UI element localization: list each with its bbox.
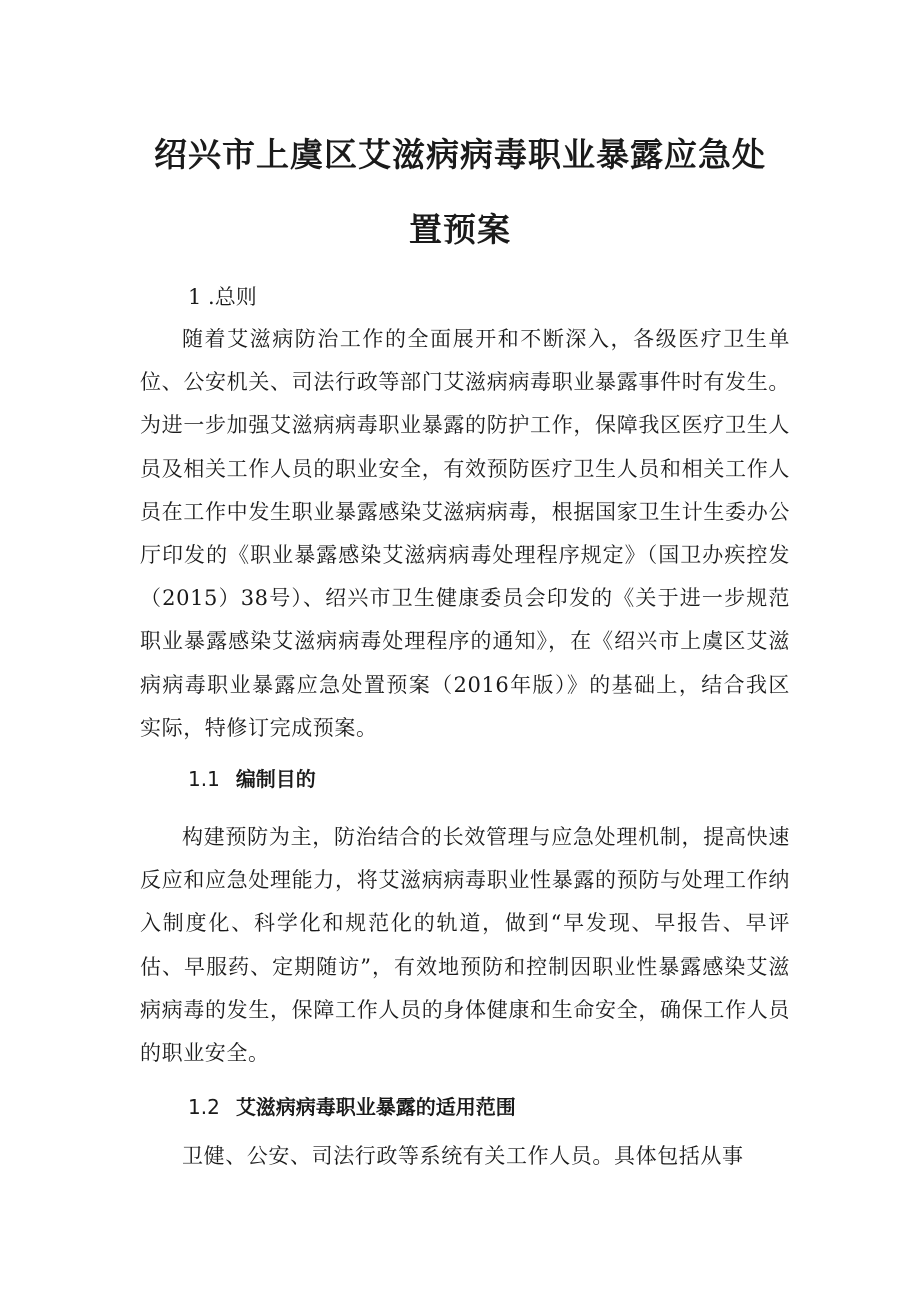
section-number: 1.2 bbox=[188, 1095, 220, 1119]
section-scope-paragraph: 卫健、公安、司法行政等系统有关工作人员。具体包括从事 bbox=[182, 1144, 744, 1168]
section-heading-purpose bbox=[188, 765, 316, 793]
section-title: 艾滋病病毒职业暴露的适用范围 bbox=[235, 1095, 516, 1119]
section-heading-general: 1 .总则 bbox=[188, 285, 257, 309]
section-general-paragraph: 随着艾滋病防治工作的全面展开和不断深入，各级医疗卫生单位、公安机关、司法行政等部门艾滋病病毒职业暴露事件时有发生。为进一步加强艾滋病病毒职业暴露的防护工作，保障我区医疗卫生人员及相关工作人员的职业安全，有效预防医疗卫生人员和相关工作人员在工作中发生职业暴露感染艾滋病病毒，根据国家卫生计生委办公厅印发的《职业暴露感染艾滋病病毒处理程序规定》（国卫办疾控发（2015）38号）、绍兴市卫生健康委员会印发的《关于进一步规范职业暴露感染艾滋病病毒处理程序的通知》，在《绍兴市上虞区艾滋病病毒职业暴露应急处置预案（2016年版）》的基础上，结合我区实际，特修订完成预案。 bbox=[140, 327, 790, 740]
section-purpose-paragraph: 构建预防为主，防治结合的长效管理与应急处理机制，提高快速反应和应急处理能力，将艾滋病病毒职业性暴露的预防与处理工作纳入制度化、科学化和规范化的轨道，做到“早发现、早报告、早评估、早服药、定期随访”，有效地预防和控制因职业性暴露感染艾滋病病毒的发生，保障工作人员的身体健康和生命安全，确保工作人员的职业安全。 bbox=[140, 825, 790, 1066]
document-title-line-2: 置预案 bbox=[409, 210, 511, 249]
section-title: 编制目的 bbox=[235, 767, 316, 791]
document-title-line-1: 绍兴市上虞区艾滋病病毒职业暴露应急处 bbox=[154, 135, 766, 174]
section-heading-scope bbox=[188, 1093, 516, 1121]
section-number: 1.1 bbox=[188, 767, 220, 791]
